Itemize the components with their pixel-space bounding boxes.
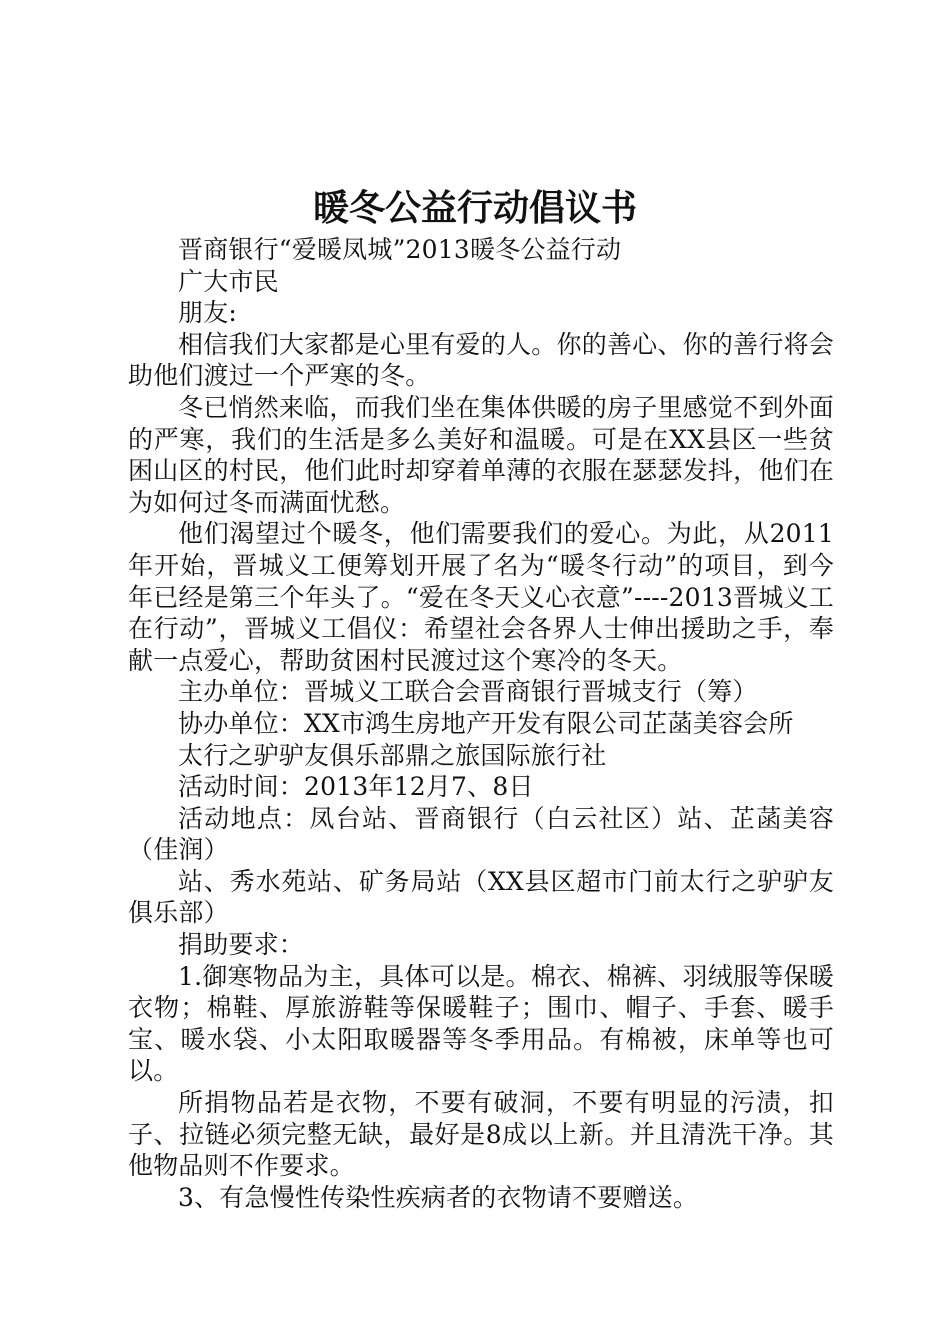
paragraph-event-location-continued: 站、秀水苑站、矿务局站（XX县区超市门前太行之驴驴友俱乐部）	[128, 866, 834, 928]
paragraph-requirement-3: 3、有急慢性传染性疾病者的衣物请不要赠送。	[178, 1182, 699, 1212]
paragraph-organizer: 主办单位：晋城义工联合会晋商银行晋城支行（筹）	[178, 677, 758, 707]
paragraph-salutation: 朋友:	[178, 298, 238, 328]
document-title: 暖冬公益行动倡议书	[312, 187, 637, 229]
document-body	[128, 234, 834, 1213]
paragraph-requirement-2: 所捐物品若是衣物，不要有破洞，不要有明显的污渍，扣子、拉链必须完整无缺，最好是8成以上新。并且清洗干净。其他物品则不作要求。	[128, 1088, 834, 1181]
paragraph-event-name: 晋商银行“爱暖凤城”2013暖冬公益行动	[178, 235, 622, 264]
paragraph-donation-requirements: 捐助要求：	[178, 930, 305, 960]
paragraph-winter: 冬已悄然来临，而我们坐在集体供暖的房子里感觉不到外面的严寒，我们的生活是多么美好和温暖。可是在XX县区一些贫困山区的村民，他们此时却穿着单薄的衣服在瑟瑟发抖，他们在为如何过冬而满面忧愁。	[128, 392, 834, 517]
paragraph-co-organizer: 协办单位：XX市鸿生房地产开发有限公司芷菡美容会所	[178, 708, 794, 738]
paragraph-initiative: 他们渴望过个暖冬，他们需要我们的爱心。为此，从2011年开始，晋城义工便筹划开展了名为“暖冬行动”的项目，到今年已经是第三个年头了。“爱在冬天义心衣意”----2013晋城义工在行动”，晋城义工倡仪：希望社会各界人士伸出援助之手，奉献一点爱心，帮助贫困村民渡过这个寒冷的冬天。	[128, 519, 834, 675]
paragraph-requirement-1: 1.御寒物品为主，具体可以是。棉衣、棉裤、羽绒服等保暖衣物；棉鞋、厚旅游鞋等保暖鞋子；围巾、帽子、手套、暖手宝、暖水袋、小太阳取暖器等冬季用品。有棉被，床单等也可以。	[128, 961, 834, 1086]
paragraph-addressee: 广大市民	[178, 266, 279, 296]
paragraph-intro: 相信我们大家都是心里有爱的人。你的善心、你的善行将会助他们渡过一个严寒的冬。	[128, 329, 834, 391]
paragraph-co-organizer-continued: 太行之驴驴友俱乐部鼎之旅国际旅行社	[178, 740, 607, 770]
paragraph-event-location: 活动地点：凤台站、晋商银行（白云社区）站、芷菡美容（佳润）	[128, 803, 834, 865]
paragraph-event-time: 活动时间：2013年12月7、8日	[178, 772, 534, 802]
